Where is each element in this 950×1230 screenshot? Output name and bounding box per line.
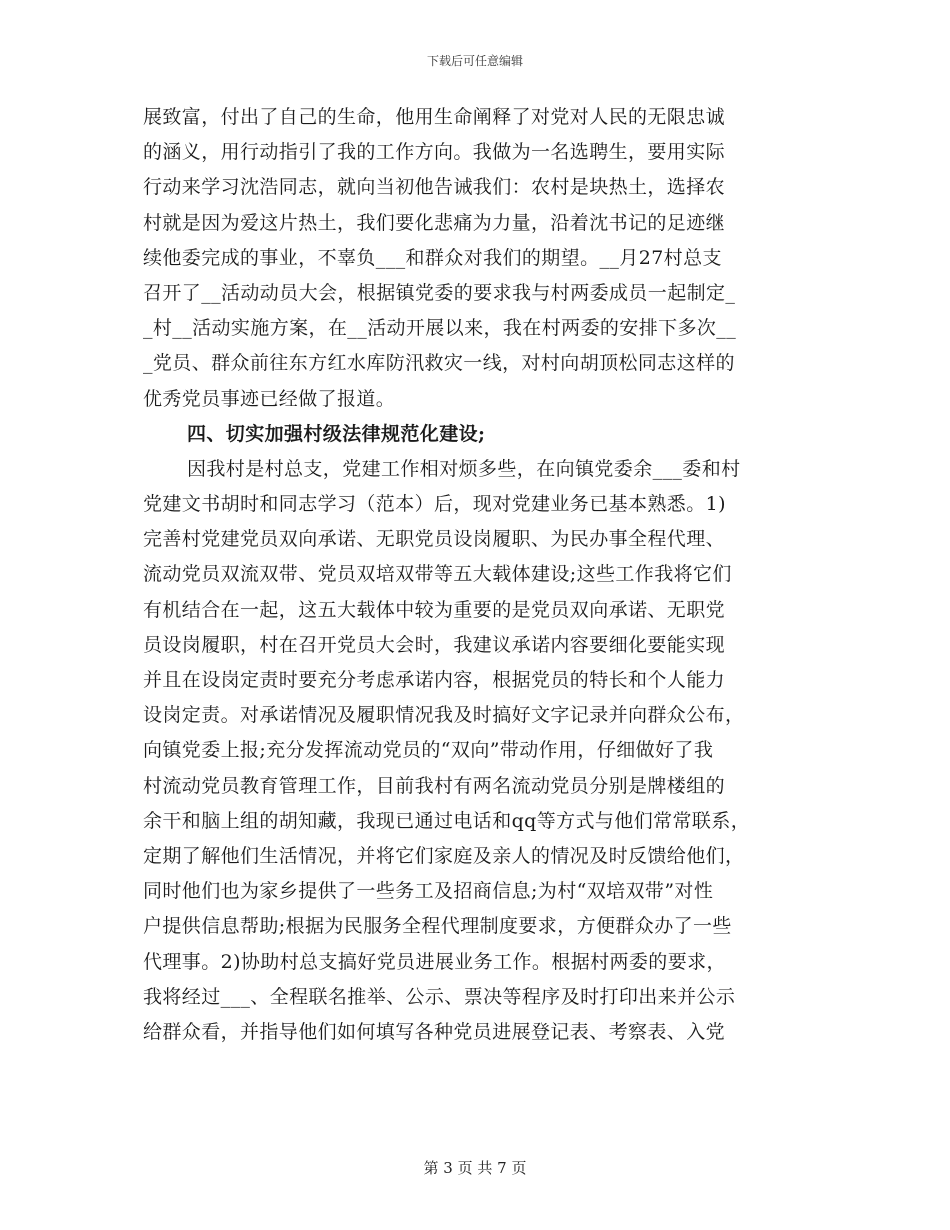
body-line: 有机结合在一起，这五大载体中较为重要的是党员双向承诺、无职党	[143, 598, 726, 621]
body-line: 给群众看，并指导他们如何填写各种党员进展登记表、考察表、入党	[143, 1020, 726, 1043]
body-line: 定期了解他们生活情况，并将它们家庭及亲人的情况及时反馈给他们，	[143, 844, 745, 867]
document-body	[143, 100, 808, 1050]
body-line: 党建文书胡时和同志学习（范本）后，现对党建业务已基本熟悉。1)	[143, 493, 726, 516]
body-line: 设岗定责。对承诺情况及履职情况我及时搞好文字记录并向群众公布，	[143, 704, 745, 727]
body-line: 展致富，付出了自己的生命，他用生命阐释了对党对人民的无限忠诚	[143, 106, 726, 128]
paragraph-first-line: 因我村是村总支，党建工作相对烦多些，在向镇党委余___委和村	[187, 457, 741, 480]
body-line: 我将经过___、全程联名推举、公示、票决等程序及时打印出来并公示	[143, 985, 736, 1008]
body-line: _党员、群众前往东方红水库防汛救灾一线，对村向胡顶松同志这样的	[143, 352, 735, 375]
body-line: 的涵义，用行动指引了我的工作方向。我做为一名选聘生，要用实际	[143, 141, 726, 164]
page-header: 下载后可任意编辑	[426, 54, 523, 68]
body-line: 员设岗履职，村在召开党员大会时，我建议承诺内容要细化要能实现	[143, 633, 726, 656]
body-line: 村流动党员教育管理工作，目前我村有两名流动党员分别是牌楼组的	[143, 774, 726, 797]
body-line: 向镇党委上报;充分发挥流动党员的“双向”带动作用，仔细做好了我	[143, 739, 714, 762]
body-line: 代理事。2)协助村总支搞好党员进展业务工作。根据村两委的要求，	[143, 950, 726, 973]
body-line: _村__活动实施方案，在__活动开展以来，我在村两委的安排下多次__	[143, 317, 737, 340]
page-number: 第 3 页 共 7 页	[423, 1159, 527, 1177]
body-line: 行动来学习沈浩同志，就向当初他告诫我们：农村是块热土，选择农	[143, 176, 726, 199]
body-line: 召开了__活动动员大会，根据镇党委的要求我与村两委成员一起制定_	[143, 281, 736, 304]
body-line: 续他委完成的事业，不辜负___和群众对我们的期望。__月27村总支	[143, 246, 722, 269]
body-line: 村就是因为爱这片热土，我们要化悲痛为力量，沿着沈书记的足迹继	[143, 211, 726, 234]
body-line: 优秀党员事迹已经做了报道。	[143, 387, 396, 410]
body-line: 余干和脑上组的胡知藏，我现已通过电话和qq等方式与他们常常联系，	[143, 809, 751, 832]
body-line: 流动党员双流双带、党员双培双带等五大载体建设;这些工作我将它们	[143, 563, 732, 586]
section-heading: 四、切实加强村级法律规范化建设;	[187, 422, 486, 445]
body-line: 同时他们也为家乡提供了一些务工及招商信息;为村“双培双带”对性	[143, 880, 714, 903]
body-line: 户提供信息帮助;根据为民服务全程代理制度要求，方便群众办了一些	[143, 915, 732, 938]
body-line: 完善村党建党员双向承诺、无职党员设岗履职、为民办事全程代理、	[143, 528, 726, 551]
body-line: 并且在设岗定责时要充分考虑承诺内容，根据党员的特长和个人能力	[143, 669, 726, 691]
